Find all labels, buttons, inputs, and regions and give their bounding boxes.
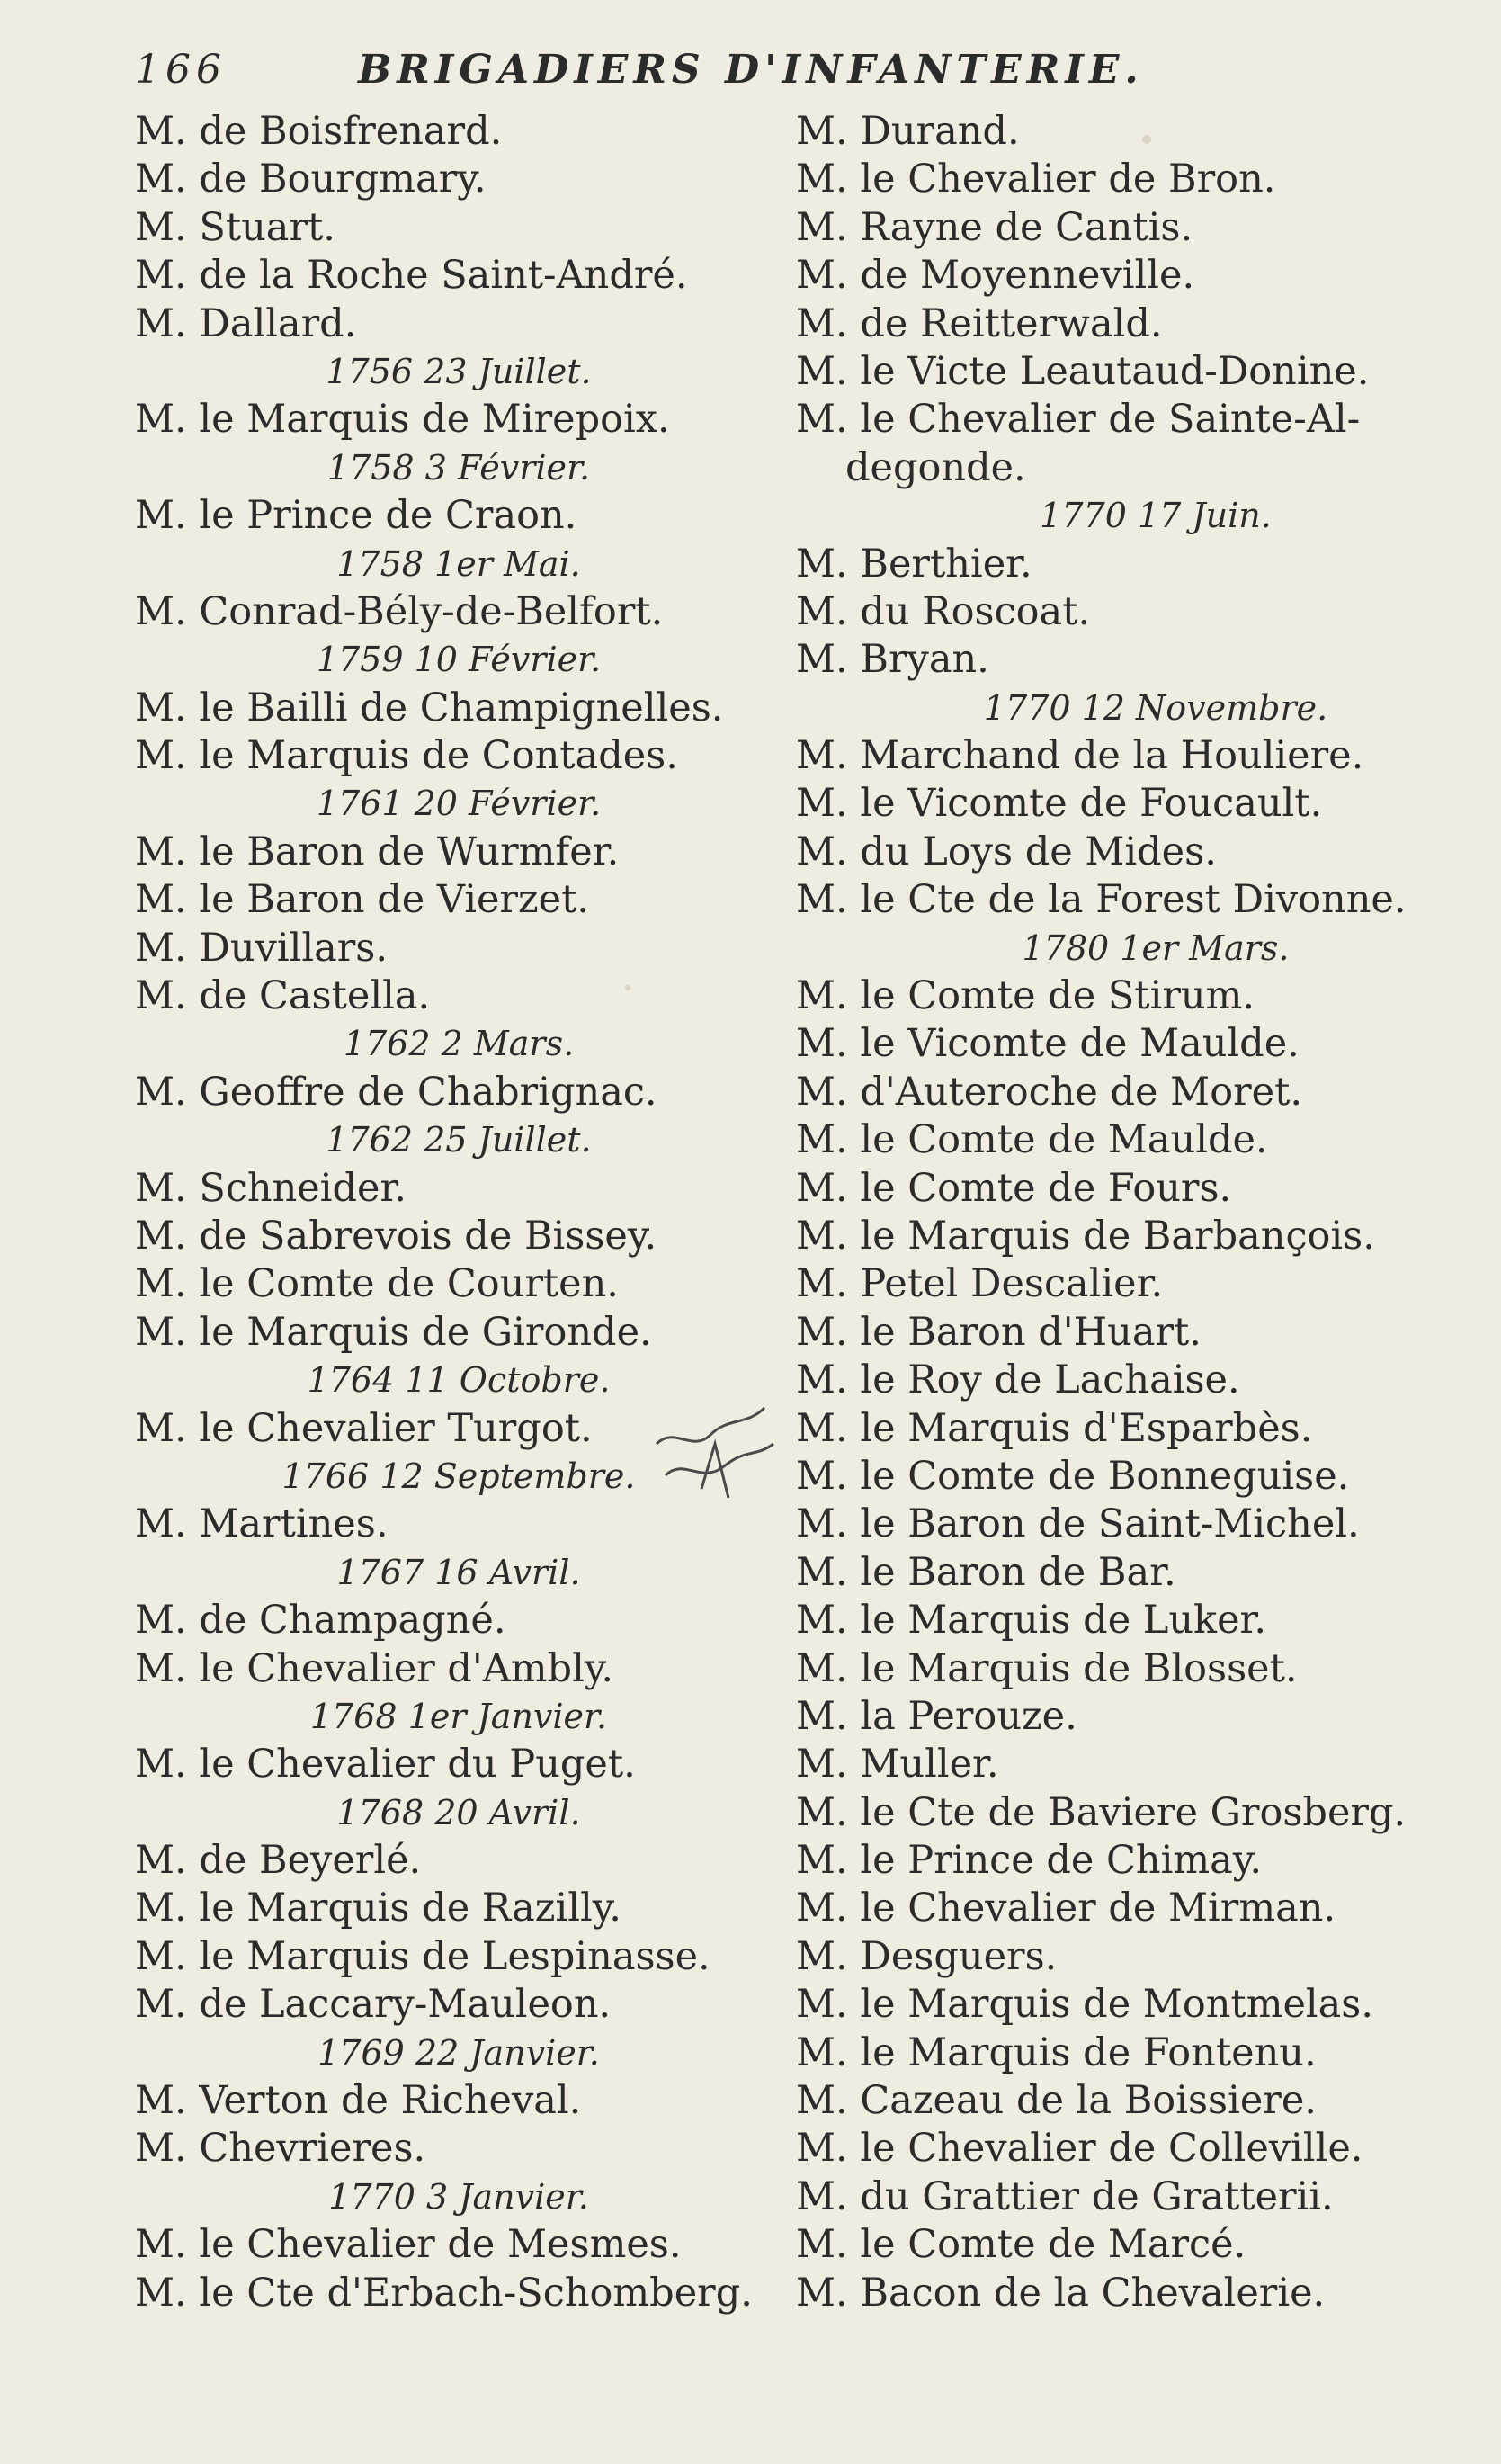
entry-name: M. Duvillars. <box>135 925 389 971</box>
entry-name: M. Schneider. <box>135 1165 407 1211</box>
entry-name: M. Conrad-Bély-de-Belfort. <box>135 588 664 634</box>
entry-name: M. Marchand de la Houliere. <box>796 733 1364 779</box>
entry-name: M. le Baron d'Huart. <box>796 1309 1202 1355</box>
entry-name: M. le Chevalier de Sainte-Al- <box>796 397 1361 443</box>
entry-name: M. de Moyenneville. <box>796 253 1195 299</box>
entry-name: M. Chevrieres. <box>135 2126 426 2172</box>
date-heading: 1768 1er Janvier. <box>309 1696 608 1736</box>
entry-name: M. le Baron de Saint-Michel. <box>796 1501 1360 1547</box>
entry-name: M. le Prince de Chimay. <box>796 1838 1263 1884</box>
entry-name: M. le Chevalier de Bron. <box>796 157 1276 202</box>
date-heading: 1758 1er Mai. <box>336 543 581 584</box>
date-heading: 1762 25 Juillet. <box>326 1120 592 1160</box>
entry-name: M. de Beyerlé. <box>135 1838 422 1884</box>
date-heading: 1770 3 Janvier. <box>328 2176 589 2217</box>
entry-name: M. le Marquis de Montmelas. <box>796 1982 1374 2028</box>
entry-name: M. Verton de Richeval. <box>135 2078 582 2124</box>
entry-name: M. Petel Descalier. <box>796 1261 1164 1307</box>
entry-name: M. le Marquis d'Esparbès. <box>796 1405 1313 1451</box>
entry-name: M. de Reitterwald. <box>796 300 1163 346</box>
entry-name: M. Bacon de la Chevalerie. <box>796 2270 1326 2316</box>
entry-name: M. du Roscoat. <box>796 588 1091 634</box>
entry-name: M. le Cte d'Erbach-Schomberg. <box>135 2270 753 2316</box>
left-column <box>135 108 845 2317</box>
date-heading: 1762 2 Mars. <box>343 1024 575 1064</box>
date-heading: 1766 12 Septembre. <box>281 1456 636 1496</box>
entry-name: M. le Comte de Courten. <box>135 1261 619 1307</box>
entry-name: M. le Baron de Vierzet. <box>135 877 590 923</box>
entry-name: M. Desguers. <box>796 1933 1058 1979</box>
entry-name: M. le Marquis de Lespinasse. <box>135 1933 710 1979</box>
entry-continuation: degonde. <box>845 444 1026 490</box>
date-heading: 1768 20 Avril. <box>336 1792 581 1832</box>
page-header <box>135 47 1412 103</box>
entry-name: M. la Perouze. <box>796 1693 1077 1739</box>
entry-name: M. le Prince de Craon. <box>135 493 577 539</box>
entry-name: M. Martines. <box>135 1501 389 1547</box>
date-heading: 1758 3 Février. <box>326 447 591 488</box>
date-heading: 1769 22 Janvier. <box>317 2032 600 2073</box>
ink-spot <box>1142 135 1151 144</box>
entry-name: M. de Champagné. <box>135 1598 506 1644</box>
entry-name: M. d'Auteroche de Moret. <box>796 1069 1303 1115</box>
date-heading: 1761 20 Février. <box>316 784 602 824</box>
entry-name: M. le Marquis de Barbançois. <box>796 1213 1375 1259</box>
date-heading: 1759 10 Février. <box>316 640 602 680</box>
entry-name: M. Dallard. <box>135 300 357 346</box>
entry-name: M. du Loys de Mides. <box>796 829 1217 874</box>
entry-name: M. Berthier. <box>796 541 1032 587</box>
entry-name: M. le Baron de Wurmfer. <box>135 829 620 874</box>
entry-name: M. de Boisfrenard. <box>135 109 503 154</box>
entry-name: M. le Chevalier Turgot. <box>135 1405 593 1451</box>
entry-name: M. le Comte de Marcé. <box>796 2222 1246 2268</box>
entry-name: M. Bryan. <box>796 637 989 683</box>
entry-name: M. le Comte de Maulde. <box>796 1117 1268 1163</box>
entry-name: M. de Bourgmary. <box>135 157 487 202</box>
entry-name: M. le Marquis de Mirepoix. <box>135 397 670 443</box>
entry-name: M. Geoffre de Chabrignac. <box>135 1069 657 1115</box>
entry-name: M. le Chevalier de Mesmes. <box>135 2222 682 2268</box>
entry-name: M. le Cte de la Forest Divonne. <box>796 877 1407 923</box>
entry-name: M. de Sabrevois de Bissey. <box>135 1213 657 1259</box>
entry-name: M. le Marquis de Blosset. <box>796 1645 1298 1691</box>
date-heading: 1767 16 Avril. <box>336 1552 581 1592</box>
entry-name: M. le Marquis de Luker. <box>796 1598 1267 1644</box>
date-heading: 1770 12 Novembre. <box>983 687 1328 728</box>
entry-name: M. le Vicomte de Maulde. <box>796 1021 1300 1067</box>
entry-name: M. le Marquis de Gironde. <box>135 1309 652 1355</box>
date-heading: 1770 17 Juin. <box>1040 496 1272 536</box>
entry-name: M. le Chevalier de Mirman. <box>796 1886 1336 1931</box>
entry-name: M. le Chevalier du Puget. <box>135 1742 636 1788</box>
date-heading: 1764 11 Octobre. <box>307 1360 611 1401</box>
entry-name: M. Muller. <box>796 1742 999 1788</box>
entry-name: M. Rayne de Cantis. <box>796 204 1193 250</box>
entry-name: M. de Castella. <box>135 973 431 1019</box>
entry-name: M. Stuart. <box>135 204 335 250</box>
entry-name: M. Cazeau de la Boissiere. <box>796 2078 1317 2124</box>
entry-name: M. le Comte de Fours. <box>796 1165 1232 1211</box>
entry-name: M. le Victe Leautaud-Donine. <box>796 348 1370 394</box>
entry-name: M. le Vicomte de Foucault. <box>796 781 1323 827</box>
entry-name: M. du Grattier de Gratterii. <box>796 2173 1334 2219</box>
handwritten-annotation <box>648 1390 782 1516</box>
entry-name: M. le Comte de Bonneguise. <box>796 1453 1350 1499</box>
right-column <box>796 108 1479 2317</box>
entry-name: M. le Baron de Bar. <box>796 1549 1176 1595</box>
date-heading: 1756 23 Juillet. <box>326 351 592 391</box>
entry-name: M. le Bailli de Champignelles. <box>135 685 724 730</box>
entry-name: M. le Chevalier d'Ambly. <box>135 1645 614 1691</box>
entry-name: M. le Marquis de Razilly. <box>135 1886 621 1931</box>
entry-name: M. le Cte de Baviere Grosberg. <box>796 1789 1407 1835</box>
entry-name: M. de Laccary-Mauleon. <box>135 1982 612 2028</box>
ink-spot <box>625 985 630 990</box>
date-heading: 1780 1er Mars. <box>1022 927 1290 968</box>
entry-name: M. le Comte de Stirum. <box>796 973 1255 1019</box>
entry-name: M. le Roy de Lachaise. <box>796 1357 1240 1403</box>
entry-name: M. de la Roche Saint-André. <box>135 253 688 299</box>
page-number: 166 <box>135 47 227 93</box>
entry-name: M. le Chevalier de Colleville. <box>796 2126 1363 2172</box>
entry-name: M. le Marquis de Fontenu. <box>796 2029 1317 2075</box>
entry-name: M. le Marquis de Contades. <box>135 733 678 779</box>
running-title: BRIGADIERS D'INFANTERIE. <box>358 47 1144 93</box>
entry-name: M. Durand. <box>796 109 1020 154</box>
